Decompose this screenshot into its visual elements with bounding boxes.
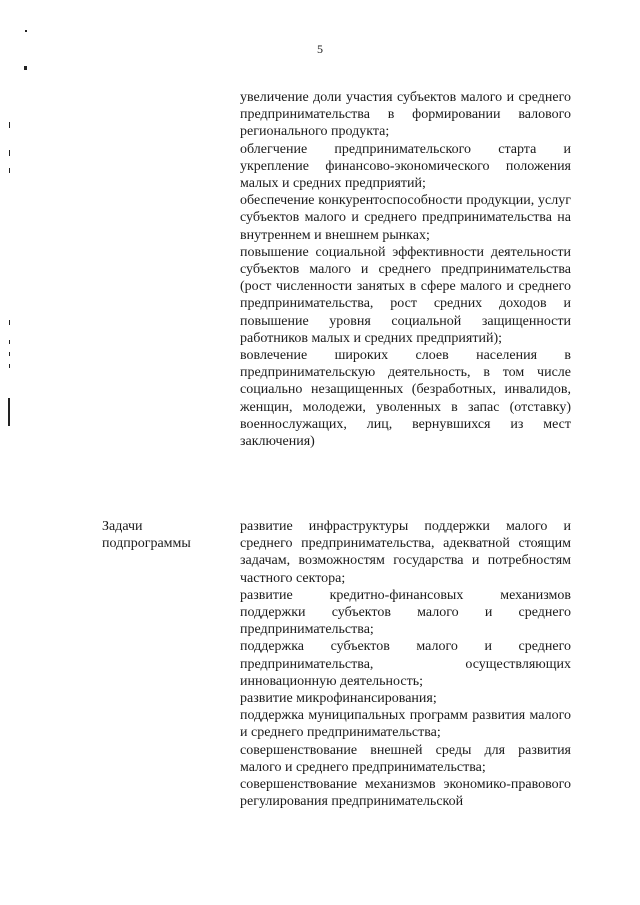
scan-mark <box>9 340 10 344</box>
scan-mark <box>8 398 10 426</box>
goal-item: повышение социальной эффективности деятельности субъектов малого и среднего предпринимательства (рост численности занятых в сфере малого и среднего предпринимательства, рост средних доходов и повышение уровня социальной защищенности работников малых и средних предприятий); <box>240 244 571 346</box>
task-item: развитие инфраструктуры поддержки малого и среднего предпринимательства, адекватной стоящим задачам, возможностям государства и потребностям частного сектора; <box>240 519 571 586</box>
page-number: 5 <box>317 42 323 56</box>
goal-item: увеличение доли участия субъектов малого и среднего предпринимательства в формировании валового регионального продукта; <box>240 90 571 140</box>
scan-mark <box>9 150 10 156</box>
task-item: совершенствование внешней среды для развития малого и среднего предпринимательства; <box>240 742 571 775</box>
scan-mark <box>24 66 27 70</box>
task-item: совершенствование механизмов экономико-правового регулирования предпринимательской <box>240 777 571 810</box>
task-item: поддержка субъектов малого и среднего предпринимательства, осуществляющих инновационную деятельность; <box>240 639 571 689</box>
task-item: развитие кредитно-финансовых механизмов поддержки субъектов малого и среднего предпринимательства; <box>240 587 571 638</box>
scan-mark <box>25 30 27 32</box>
task-item: развитие микрофинансирования; <box>240 691 437 707</box>
goal-item: облегчение предпринимательского старта и укрепление финансово-экономического положения малых и средних предприятий; <box>240 141 571 192</box>
scan-mark <box>9 122 10 128</box>
goal-item: вовлечение широких слоев населения в предпринимательскую деятельность, в том числе социально незащищенных (безработных, инвалидов, женщин, молодежи, уволенных в запас (отставку) военнослужащих, лиц, вернувшихся из мест заключения) <box>240 348 571 450</box>
scan-mark <box>9 352 10 356</box>
scan-mark <box>9 168 10 173</box>
goals-section <box>240 89 571 450</box>
scan-mark <box>9 364 10 368</box>
tasks-section <box>240 518 571 810</box>
task-item: поддержка муниципальных программ развития малого и среднего предпринимательства; <box>240 708 571 741</box>
tasks-label: Задачи подпрограммы <box>102 519 191 552</box>
scan-mark <box>9 320 10 325</box>
goal-item: обеспечение конкурентоспособности продукции, услуг субъектов малого и среднего предпринимательства на внутреннем и внешнем рынках; <box>240 193 571 243</box>
